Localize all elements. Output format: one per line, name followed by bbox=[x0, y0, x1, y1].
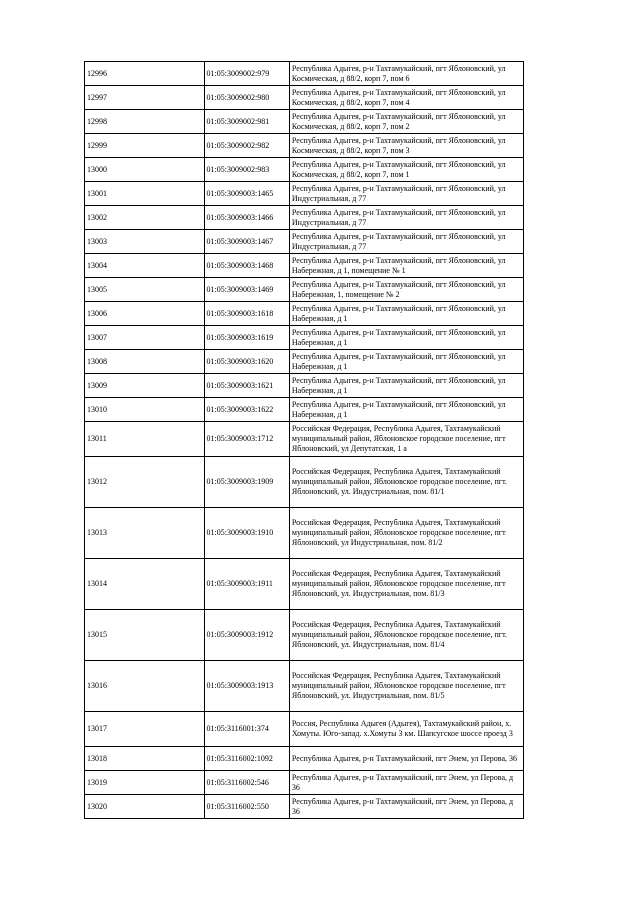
row-number-cell: 13017 bbox=[85, 712, 205, 747]
row-number-cell: 13006 bbox=[85, 302, 205, 326]
row-number-cell: 13007 bbox=[85, 326, 205, 350]
cadastral-number-cell: 01:05:3009003:1712 bbox=[204, 422, 289, 457]
registry-table-body bbox=[85, 62, 524, 819]
address-cell: Российская Федерация, Республика Адыгея, Тахтамукайский муниципальный район, Яблоновское городское поселение, пгт Яблоновский, ул. Индустриальная, пом. 81/5 bbox=[289, 661, 523, 712]
registry-table bbox=[84, 61, 524, 819]
address-cell: Республика Адыгея, р-н Тахтамукайский, пгт Яблоновский, ул Набережная, д 1, помещение № 1 bbox=[289, 254, 523, 278]
row-number-cell: 13000 bbox=[85, 158, 205, 182]
row-number-cell: 13014 bbox=[85, 559, 205, 610]
row-number-cell: 13004 bbox=[85, 254, 205, 278]
table-row bbox=[85, 422, 524, 457]
table-row bbox=[85, 712, 524, 747]
address-cell: Республика Адыгея, р-н Тахтамукайский, пгт Яблоновский, ул Индустриальная, д 77 bbox=[289, 182, 523, 206]
row-number-cell: 12998 bbox=[85, 110, 205, 134]
cadastral-number-cell: 01:05:3009003:1913 bbox=[204, 661, 289, 712]
cadastral-number-cell: 01:05:3009003:1468 bbox=[204, 254, 289, 278]
cadastral-number-cell: 01:05:3116002:546 bbox=[204, 771, 289, 795]
cadastral-number-cell: 01:05:3009003:1465 bbox=[204, 182, 289, 206]
address-cell: Россия, Республика Адыгея (Адыгея), Тахтамукайский район, х. Хомуты. Юго-запад. х.Хомуты 3 км. Шапсугское шоссе проезд 3 bbox=[289, 712, 523, 747]
address-cell: Республика Адыгея, р-н Тахтамукайский, пгт Яблоновский, ул Набережная, д 1 bbox=[289, 374, 523, 398]
table-row bbox=[85, 610, 524, 661]
table-row bbox=[85, 254, 524, 278]
table-row bbox=[85, 182, 524, 206]
table-row bbox=[85, 302, 524, 326]
table-row bbox=[85, 158, 524, 182]
cadastral-number-cell: 01:05:3009003:1469 bbox=[204, 278, 289, 302]
address-cell: Республика Адыгея, р-н Тахтамукайский, пгт Яблоновский, ул Набережная, д 1 bbox=[289, 398, 523, 422]
cadastral-number-cell: 01:05:3009003:1622 bbox=[204, 398, 289, 422]
row-number-cell: 12997 bbox=[85, 86, 205, 110]
cadastral-number-cell: 01:05:3009002:981 bbox=[204, 110, 289, 134]
row-number-cell: 13020 bbox=[85, 795, 205, 819]
row-number-cell: 13001 bbox=[85, 182, 205, 206]
cadastral-number-cell: 01:05:3009003:1618 bbox=[204, 302, 289, 326]
table-row bbox=[85, 661, 524, 712]
address-cell: Российская Федерация, Республика Адыгея, Тахтамукайский муниципальный район, Яблоновское городское поселение, пгт Яблоновский, ул Индустриальная, пом. 81/2 bbox=[289, 508, 523, 559]
table-row bbox=[85, 747, 524, 771]
table-row bbox=[85, 62, 524, 86]
cadastral-number-cell: 01:05:3009003:1910 bbox=[204, 508, 289, 559]
row-number-cell: 13009 bbox=[85, 374, 205, 398]
address-cell: Республика Адыгея, р-н Тахтамукайский, пгт Яблоновский, ул Космическая, д 88/2, корп 7, пом 4 bbox=[289, 86, 523, 110]
table-row bbox=[85, 230, 524, 254]
cadastral-number-cell: 01:05:3009002:979 bbox=[204, 62, 289, 86]
address-cell: Республика Адыгея, р-н Тахтамукайский, пгт Яблоновский, ул Космическая, д 88/2, корп 7, пом 3 bbox=[289, 134, 523, 158]
address-cell: Республика Адыгея, р-н Тахтамукайский, пгт Энем, ул Перова, 36 bbox=[289, 747, 523, 771]
row-number-cell: 13013 bbox=[85, 508, 205, 559]
row-number-cell: 13002 bbox=[85, 206, 205, 230]
table-row bbox=[85, 206, 524, 230]
row-number-cell: 13016 bbox=[85, 661, 205, 712]
table-row bbox=[85, 795, 524, 819]
cadastral-number-cell: 01:05:3009003:1619 bbox=[204, 326, 289, 350]
table-row bbox=[85, 134, 524, 158]
address-cell: Республика Адыгея, р-н Тахтамукайский, пгт Яблоновский, ул Набережная, 1, помещение № 2 bbox=[289, 278, 523, 302]
table-row bbox=[85, 398, 524, 422]
table-row bbox=[85, 86, 524, 110]
address-cell: Российская Федерация, Республика Адыгея, Тахтамукайский муниципальный район, Яблоновское городское поселение, пгт Яблоновский, ул Депутатская, 1 а bbox=[289, 422, 523, 457]
cadastral-number-cell: 01:05:3009003:1909 bbox=[204, 457, 289, 508]
address-cell: Республика Адыгея, р-н Тахтамукайский, пгт Яблоновский, ул Набережная, д 1 bbox=[289, 302, 523, 326]
cadastral-number-cell: 01:05:3009003:1912 bbox=[204, 610, 289, 661]
cadastral-number-cell: 01:05:3009002:983 bbox=[204, 158, 289, 182]
row-number-cell: 13010 bbox=[85, 398, 205, 422]
row-number-cell: 13012 bbox=[85, 457, 205, 508]
row-number-cell: 13019 bbox=[85, 771, 205, 795]
cadastral-number-cell: 01:05:3116001:374 bbox=[204, 712, 289, 747]
row-number-cell: 13008 bbox=[85, 350, 205, 374]
table-row bbox=[85, 110, 524, 134]
address-cell: Российская Федерация, Республика Адыгея, Тахтамукайский муниципальный район, Яблоновское городское поселение, пгт. Яблоновский, ул. Индустриальная, пом. 81/1 bbox=[289, 457, 523, 508]
table-row bbox=[85, 771, 524, 795]
table-row bbox=[85, 559, 524, 610]
cadastral-number-cell: 01:05:3116002:1092 bbox=[204, 747, 289, 771]
address-cell: Республика Адыгея, р-н Тахтамукайский, пгт Яблоновский, ул Космическая, д 88/2, корп 7, пом 1 bbox=[289, 158, 523, 182]
address-cell: Республика Адыгея, р-н Тахтамукайский, пгт Энем, ул Перова, д 36 bbox=[289, 795, 523, 819]
cadastral-number-cell: 01:05:3116002:550 bbox=[204, 795, 289, 819]
cadastral-number-cell: 01:05:3009003:1620 bbox=[204, 350, 289, 374]
row-number-cell: 13018 bbox=[85, 747, 205, 771]
address-cell: Республика Адыгея, р-н Тахтамукайский, пгт Энем, ул Перова, д 36 bbox=[289, 771, 523, 795]
row-number-cell: 12996 bbox=[85, 62, 205, 86]
address-cell: Республика Адыгея, р-н Тахтамукайский, пгт Яблоновский, ул Индустриальная, д 77 bbox=[289, 230, 523, 254]
cadastral-number-cell: 01:05:3009002:982 bbox=[204, 134, 289, 158]
cadastral-number-cell: 01:05:3009003:1621 bbox=[204, 374, 289, 398]
cadastral-number-cell: 01:05:3009003:1466 bbox=[204, 206, 289, 230]
address-cell: Российская Федерация, Республика Адыгея, Тахтамукайский муниципальный район, Яблоновское городское поселение, пгт Яблоновский, ул. Индустриальная, пом. 81/3 bbox=[289, 559, 523, 610]
address-cell: Российская Федерация, Республика Адыгея, Тахтамукайский муниципальный район, Яблоновское городское поселение, пгт. Яблоновский, ул. Индустриальная, пом. 81/4 bbox=[289, 610, 523, 661]
address-cell: Республика Адыгея, р-н Тахтамукайский, пгт Яблоновский, ул Космическая, д 88/2, корп 7, пом 2 bbox=[289, 110, 523, 134]
address-cell: Республика Адыгея, р-н Тахтамукайский, пгт Яблоновский, ул Набережная, д 1 bbox=[289, 326, 523, 350]
cadastral-number-cell: 01:05:3009003:1911 bbox=[204, 559, 289, 610]
row-number-cell: 13015 bbox=[85, 610, 205, 661]
address-cell: Республика Адыгея, р-н Тахтамукайский, пгт Яблоновский, ул Набережная, д 1 bbox=[289, 350, 523, 374]
row-number-cell: 13011 bbox=[85, 422, 205, 457]
cadastral-number-cell: 01:05:3009003:1467 bbox=[204, 230, 289, 254]
table-row bbox=[85, 350, 524, 374]
row-number-cell: 12999 bbox=[85, 134, 205, 158]
table-row bbox=[85, 457, 524, 508]
address-cell: Республика Адыгея, р-н Тахтамукайский, пгт Яблоновский, ул Космическая, д 88/2, корп 7, пом 6 bbox=[289, 62, 523, 86]
table-row bbox=[85, 508, 524, 559]
table-row bbox=[85, 278, 524, 302]
row-number-cell: 13003 bbox=[85, 230, 205, 254]
table-row bbox=[85, 374, 524, 398]
cadastral-number-cell: 01:05:3009002:980 bbox=[204, 86, 289, 110]
table-row bbox=[85, 326, 524, 350]
row-number-cell: 13005 bbox=[85, 278, 205, 302]
address-cell: Республика Адыгея, р-н Тахтамукайский, пгт Яблоновский, ул Индустриальная, д 77 bbox=[289, 206, 523, 230]
